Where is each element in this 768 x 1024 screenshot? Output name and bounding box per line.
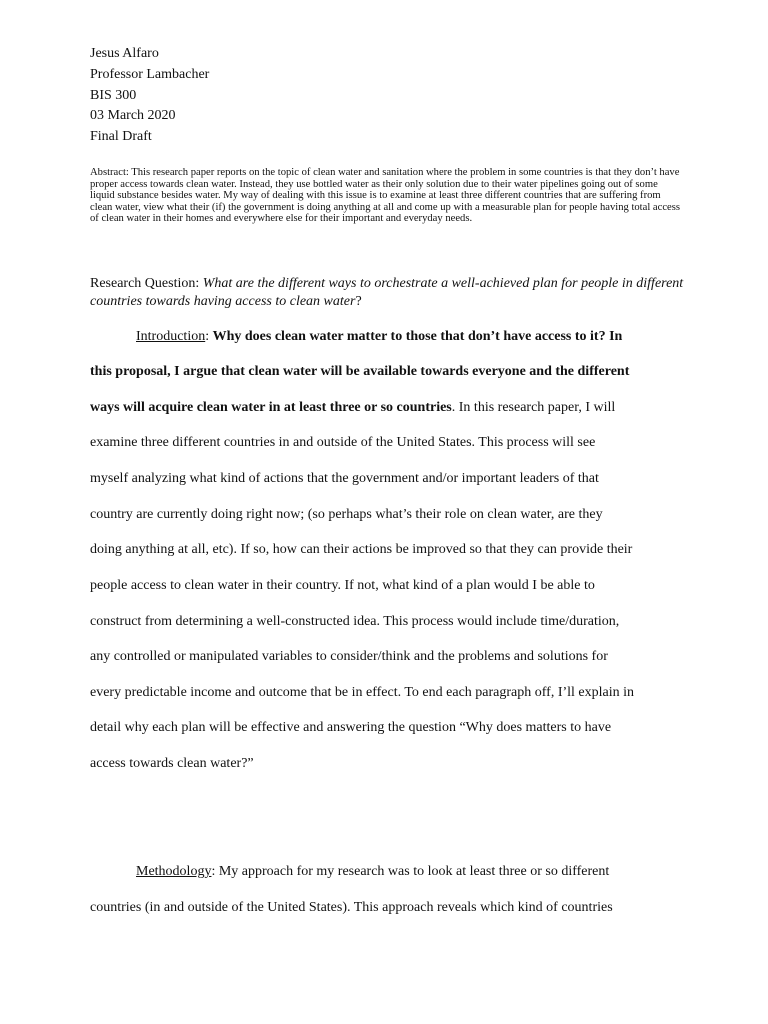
methodology-line-1 <box>136 863 609 881</box>
intro-line-6: country are currently doing right now; (so perhaps what’s their role on clean water, are they <box>90 507 603 522</box>
intro-line-4: examine three different countries in and outside of the United States. This process will see <box>90 435 596 450</box>
methodology-line-2: countries (in and outside of the United States). This approach reveals which kind of countries <box>90 900 613 915</box>
intro-line-10: any controlled or manipulated variables to consider/think and the problems and solutions for <box>90 649 608 664</box>
research-question-end: ? <box>355 294 362 309</box>
introduction-heading: Introduction <box>136 329 206 344</box>
research-question-text: What are the different ways to orchestrate a well-achieved plan for people in different countries towards having access to clean water <box>90 276 684 309</box>
intro-line-7: doing anything at all, etc). If so, how can their actions be improved so that they can provide their <box>90 542 633 557</box>
intro-line-3 <box>90 399 615 417</box>
intro-line-12: detail why each plan will be effective and answering the question “Why does matters to have <box>90 720 612 735</box>
research-question <box>90 275 690 311</box>
intro-line-1: Introduction: Why does clean water matter to those that don’t have access to it? In <box>136 329 623 344</box>
intro-bold-3: ways will acquire clean water in at least three or so countries <box>90 400 452 415</box>
author-name: Jesus Alfaro <box>90 46 159 61</box>
draft-label: Final Draft <box>90 129 152 145</box>
intro-line-5: myself analyzing what kind of actions that the government and/or important leaders of that <box>90 471 599 486</box>
methodology-heading: Methodology <box>136 864 212 879</box>
document-header <box>90 44 690 148</box>
research-question-label: Research Question: <box>90 276 200 291</box>
intro-line-13: access towards clean water?” <box>90 756 254 771</box>
intro-line-8: people access to clean water in their country. If not, what kind of a plan would I be able to <box>90 578 595 593</box>
methodology-rest-1: : My approach for my research was to look at least three or so different <box>211 864 610 879</box>
document-date: 03 March 2020 <box>90 108 176 124</box>
abstract-paragraph: Abstract: This research paper reports on the topic of clean water and sanitation where the problem in some countries is that they don’t have proper access towards clean water. Instead, they use bottled water as their only solution due to their water pipelines going out of some liquid substance besides water. My way of dealing with this issue is to examine at least three different countries that are suffering from clean water, view what their (if) the government is doing anything at all and come up with a measurable plan for people having total access of clean water in their homes and everywhere else for their important and everyday needs. <box>90 167 680 225</box>
professor-name: Professor Lambacher <box>90 66 210 82</box>
intro-rest-3: . In this research paper, I will <box>451 400 616 415</box>
intro-line-9: construct from determining a well-constructed idea. This process would include time/duration, <box>90 614 620 629</box>
course-code: BIS 300 <box>90 87 137 103</box>
intro-line-11: every predictable income and outcome that be in effect. To end each paragraph off, I’ll explain in <box>90 685 635 700</box>
intro-line-2: this proposal, I argue that clean water will be available towards everyone and the different <box>90 364 630 379</box>
intro-bold-1: Why does clean water matter to those that don’t have access to it? In <box>212 329 623 344</box>
